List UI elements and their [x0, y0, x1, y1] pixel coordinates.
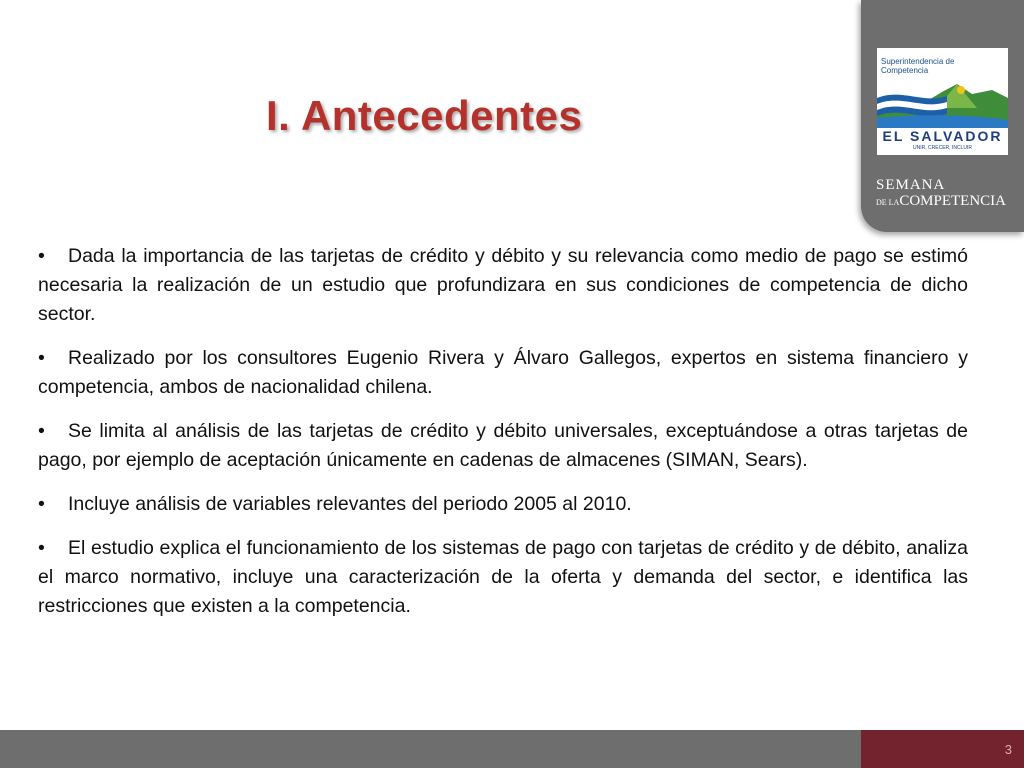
footer-page-box — [861, 730, 1024, 768]
bullet-glyph: • — [38, 245, 45, 267]
bullet-item-4: • Incluye análisis de variables relevantes del periodo 2005 al 2010. — [38, 490, 968, 519]
superintendencia-logo — [877, 48, 1008, 155]
logo-org-name: Superintendencia de Competencia — [881, 57, 955, 75]
footer-bar — [0, 730, 861, 768]
bullet-glyph: • — [38, 347, 45, 369]
event-name-line1: SEMANA — [876, 177, 946, 193]
branding-panel — [861, 0, 1024, 232]
bullet-item-2: • Realizado por los consultores Eugenio Rivera y Álvaro Gallegos, expertos en sistema financiero y competencia, ambos de nacionalidad chilena. — [38, 344, 968, 402]
bullet-item-3: • Se limita al análisis de las tarjetas de crédito y débito universales, exceptuándose a otras tarjetas de pago, por ejemplo de aceptación únicamente en cadenas de almacenes (SIMAN, Sears). — [38, 417, 968, 475]
page-number: 3 — [1004, 742, 1012, 757]
bullet-glyph: • — [38, 537, 45, 559]
bullet-glyph: • — [38, 493, 45, 515]
slide-title: I. Antecedentes — [266, 92, 583, 139]
bullet-glyph: • — [38, 420, 45, 442]
bullet-list — [38, 242, 968, 636]
event-name-line2: DE LACOMPETENCIA — [876, 193, 1006, 209]
logo-motto: UNIR, CRECER, INCLUIR — [913, 145, 972, 151]
landscape-flag-icon — [877, 78, 1008, 128]
bullet-item-5: • El estudio explica el funcionamiento de los sistemas de pago con tarjetas de crédito y de débito, analiza el marco normativo, incluye una caracterización de la oferta y demanda del sector, e identifica las restricciones que existen a la competencia. — [38, 534, 968, 621]
bullet-item-1: • Dada la importancia de las tarjetas de crédito y débito y su relevancia como medio de pago se estimó necesaria la realización de un estudio que profundizara en sus condiciones de competencia de dicho sector. — [38, 242, 968, 329]
logo-country: EL SALVADOR — [882, 128, 1003, 144]
